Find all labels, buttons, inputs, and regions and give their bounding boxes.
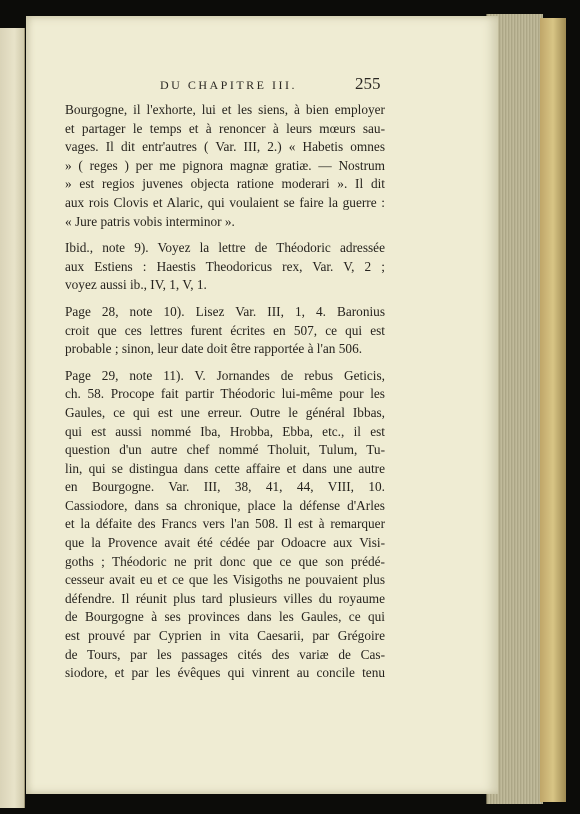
text-line: « Jure patris vobis interminor ». <box>65 213 235 229</box>
text-line: Ibid., note 9). Voyez la lettre de Théodoric adressée <box>65 240 385 256</box>
paragraph <box>65 101 385 231</box>
text-line: Gaules, ce qui est une erreur. Outre le général Ibbas, <box>65 404 385 420</box>
text-line: Cassiodore, dans sa chronique, place la défense d'Arles <box>65 497 385 513</box>
body-text <box>65 101 385 683</box>
text-line: de Bourgogne à ses provinces dans les Gaules, ce qui <box>65 609 385 625</box>
text-line: aux rois Clovis et Alaric, qui voulaient se faire la guerre : <box>65 194 385 210</box>
text-line: voyez aussi ib., IV, 1, V, 1. <box>65 277 207 293</box>
paragraph <box>65 239 385 295</box>
text-line: et la défaite des Francs vers l'an 508. Il est à remarquer <box>65 516 385 532</box>
text-line: aux Estiens : Haestis Theodoricus rex, Var. V, 2 ; <box>65 258 385 274</box>
text-line: défendre. Il réunit plus tard plusieurs villes du royaume <box>65 590 385 606</box>
text-line: » est regios juvenes objecta ratione moderari ». Il dit <box>65 176 385 192</box>
text-line: que la Provence avait été cédée par Odoacre aux Visi- <box>65 535 385 551</box>
paragraph <box>65 367 385 683</box>
text-line: siodore, et par les évêques qui vinrent au concile tenu <box>65 665 385 681</box>
text-line: Bourgogne, il l'exhorte, lui et les siens, à bien employer <box>65 102 385 117</box>
page-number: 255 <box>355 74 381 93</box>
text-line: » ( reges ) per me pignora magnæ gratiæ. — Nostrum <box>65 157 385 173</box>
text-line: probable ; sinon, leur date doit être rapportée à l'an 506. <box>65 341 363 357</box>
text-line: Page 28, note 10). Lisez Var. III, 1, 4. Baronius <box>65 303 385 319</box>
text-line: lin, qui se distingua dans cette affaire et dans une autre <box>65 460 385 476</box>
text-line: et partager le temps et à renoncer à leurs mœurs sau- <box>65 120 385 136</box>
text-line: question d'un autre chef nommé Tholuit, Tulum, Tu- <box>65 442 385 458</box>
text-line: de Tours, par les passages cités des variæ de Cas- <box>65 646 385 662</box>
paragraph <box>65 303 385 359</box>
text-line: cesseur avait eu et ce que les Visigoths ne pouvaient plus <box>65 572 385 588</box>
text-line: en Bourgogne. Var. III, 38, 41, 44, VIII, 10. <box>65 479 385 495</box>
text-line: vages. Il dit entr'autres ( Var. III, 2.) « Habetis omnes <box>65 139 385 155</box>
text-line: goths ; Théodoric ne prit donc que ce que son prédé- <box>65 553 385 569</box>
running-head: DU CHAPITRE III. <box>160 78 297 92</box>
text-line: ch. 58. Procope fait partir Théodoric lui-même pour les <box>65 386 385 402</box>
book-cover-edge <box>540 18 566 802</box>
text-line: Page 29, note 11). V. Jornandes de rebus Geticis, <box>65 367 385 383</box>
facing-page-edge <box>0 28 25 808</box>
text-line: est prouvé par Cyprien in vita Caesarii, par Grégoire <box>65 628 385 644</box>
text-line: croit que ces lettres furent écrites en 507, ce qui est <box>65 322 385 338</box>
text-line: qui est aussi nommé Iba, Hrobba, Ebba, etc., il est <box>65 423 385 439</box>
